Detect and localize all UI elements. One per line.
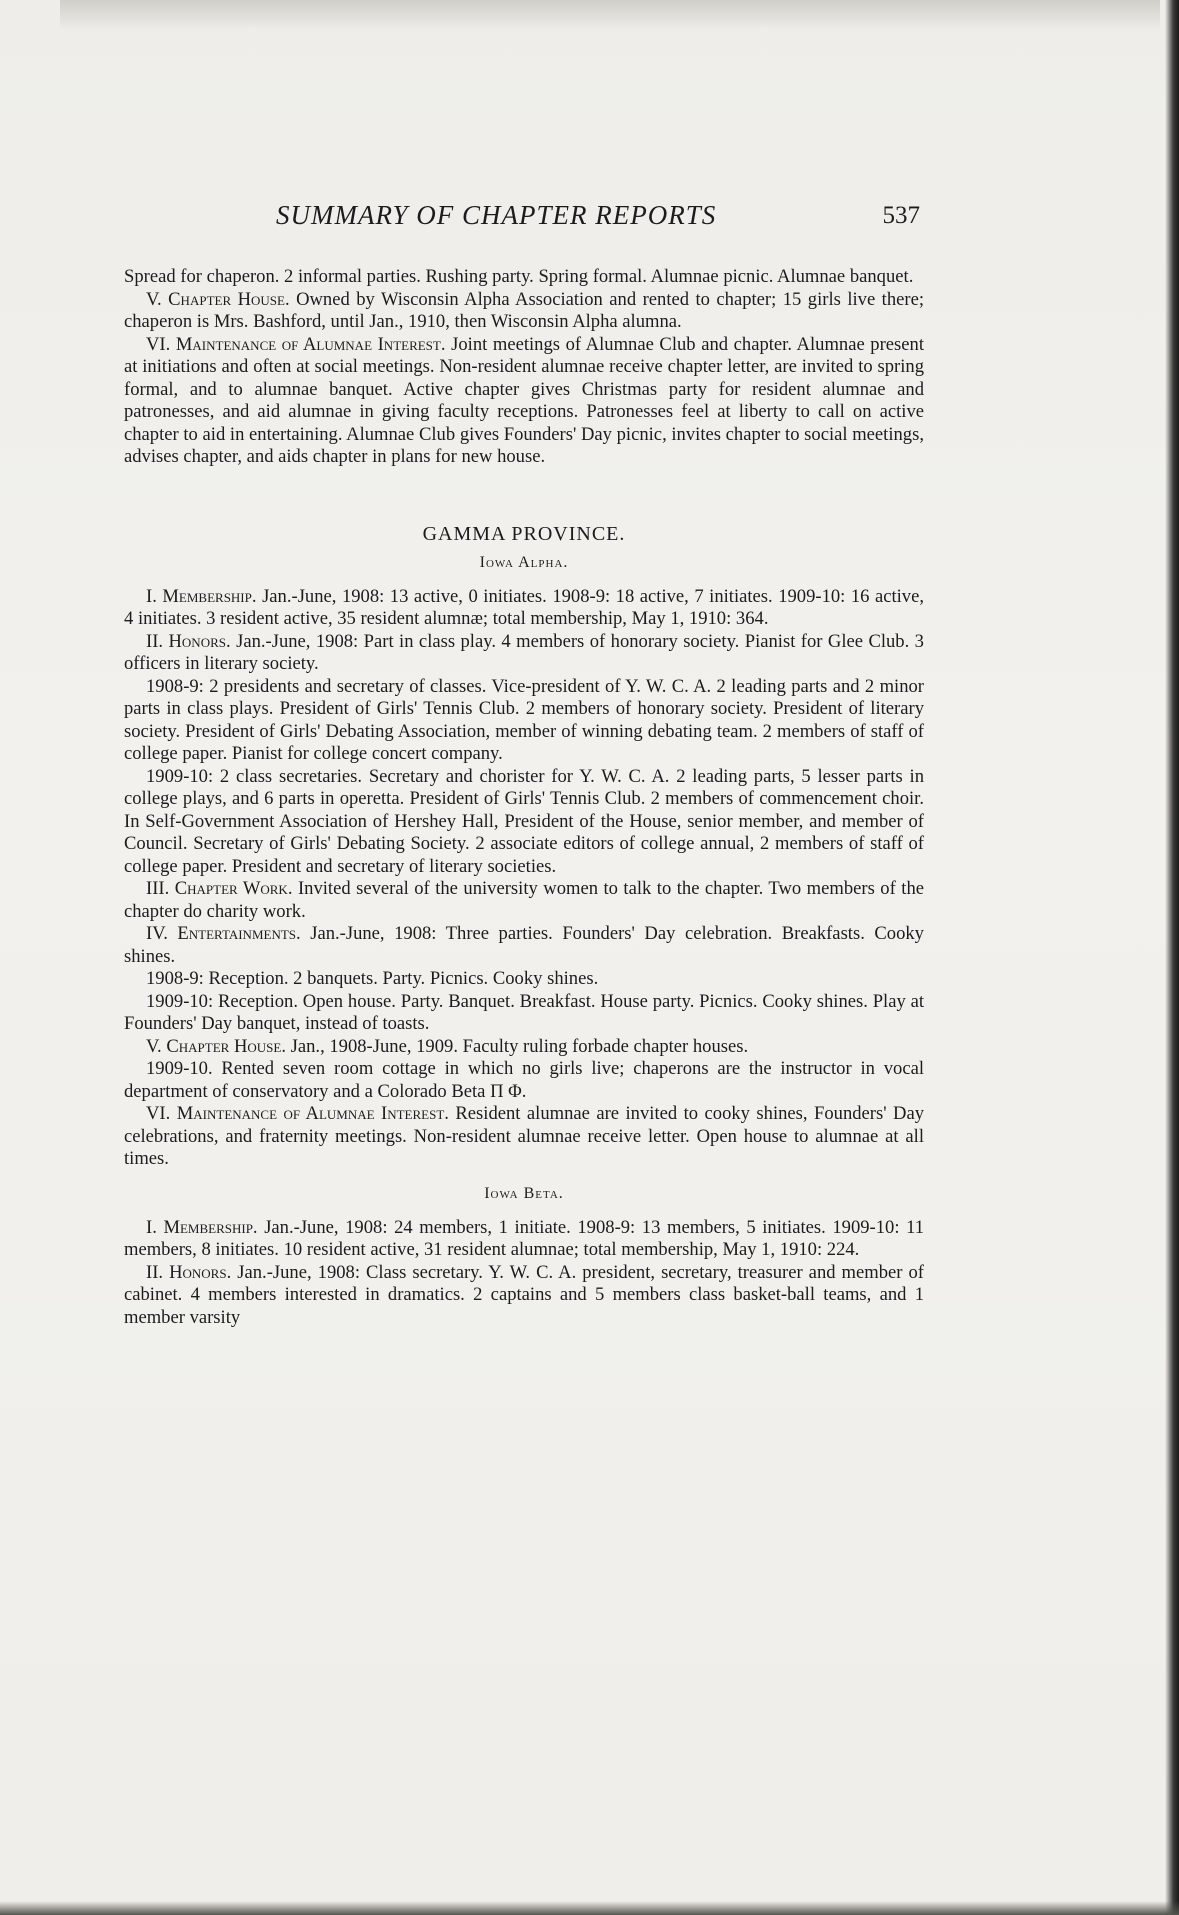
iowa-alpha-honors	[124, 631, 924, 676]
section-heading: Honors.	[169, 1261, 232, 1283]
section-heading: Honors.	[168, 630, 231, 652]
iowa-alpha-alumnae-interest	[124, 1103, 924, 1171]
section-text: Jan.-June, 1908: Three parties. Founders' Day celebration. Breakfasts. Cooky shines.	[124, 923, 924, 967]
section-number: IV.	[146, 923, 168, 944]
section-text: Jan.-June, 1908: Part in class play. 4 members of honorary society. Pianist for Glee Club. 3 officers in literary society.	[124, 630, 924, 674]
iowa-alpha-entertainments-1909-10: 1909-10: Reception. Open house. Party. Banquet. Breakfast. House party. Picnics. Cooky shines. Play at Founders' Day banquet, instead of toasts.	[124, 990, 924, 1034]
province-heading: GAMMA PROVINCE.	[422, 522, 626, 545]
section-number: III.	[146, 878, 170, 899]
page-edge-shadow-right	[1165, 0, 1179, 1915]
page-header	[124, 200, 924, 244]
iowa-beta-honors	[124, 1262, 924, 1330]
section-number: I.	[146, 585, 157, 607]
page-number: 537	[882, 202, 920, 229]
iowa-alpha-membership	[124, 586, 924, 631]
iowa-beta-membership	[124, 1217, 924, 1262]
section-number: I.	[146, 1216, 157, 1238]
section-text: Joint meetings of Alumnae Club and chapter. Alumnae present at initiations and often at social meetings. Non-resident alumnae receive chapter letter, are invited to spring formal, and to alumnae banquet. Active chapter gives Christmas party for resident alumnae and patronesses, and aid alumnae in giving faculty receptions. Patronesses feel at liberty to call on active chapter to aid in entertaining. Alumnae Club gives Founders' Day picnic, invites chapter to social meetings, advises chapter, and aids chapter in plans for new house.	[124, 333, 925, 467]
chapter-heading-iowa-alpha: Iowa Alpha.	[479, 553, 569, 571]
section-heading: Chapter House.	[168, 288, 290, 310]
section-text: Resident alumnae are invited to cooky shines, Founders' Day celebrations, and fraternity meetings. Non-resident alumnae receive letter. Open house to alumnae at all times.	[124, 1103, 925, 1169]
iowa-alpha-entertainments	[124, 923, 924, 968]
section-text: Owned by Wisconsin Alpha Association and rented to chapter; 15 girls live there; chaperon is Mrs. Bashford, until Jan., 1910, then Wisconsin Alpha alumna.	[124, 288, 924, 332]
section-heading: Chapter Work.	[174, 878, 293, 899]
section-number: VI.	[146, 1103, 171, 1124]
section-number: VI.	[146, 333, 171, 355]
section-heading: Membership.	[162, 585, 257, 607]
iowa-alpha-entertainments-1908-9: 1908-9: Reception. 2 banquets. Party. Picnics. Cooky shines.	[146, 968, 599, 989]
section-number: II.	[146, 630, 164, 652]
intro-paragraph-entertainments: Spread for chaperon. 2 informal parties. Rushing party. Spring formal. Alumnae picnic. Alumnae banquet.	[124, 266, 914, 287]
running-title: SUMMARY OF CHAPTER REPORTS	[276, 200, 717, 230]
section-text: Jan.-June, 1908: 13 active, 0 initiates. 1908-9: 18 active, 7 initiates. 1909-10: 16 active, 4 initiates. 3 resident active, 35 resident alumnæ; total membership, May 1, 1910: 364.	[124, 585, 925, 629]
chapter-heading-iowa-beta: Iowa Beta.	[484, 1184, 564, 1202]
page-content	[124, 200, 924, 1329]
section-heading: Chapter House.	[166, 1035, 286, 1057]
section-text: Jan., 1908-June, 1909. Faculty ruling forbade chapter houses.	[290, 1035, 749, 1057]
iowa-alpha-chapter-house	[124, 1036, 924, 1059]
section-text: Jan.-June, 1908: Class secretary. Y. W. C. A. president, secretary, treasurer and member of cabinet. 4 members interested in dramatics. 2 captains and 5 members class basket-ball teams, and 1 member varsity	[124, 1261, 924, 1328]
iowa-alpha-honors-1909-10: 1909-10: 2 class secretaries. Secretary and chorister for Y. W. C. A. 2 leading parts, 5 lesser parts in college plays, and 6 parts in operetta. President of Girls' Tennis Club. 2 members of commencement choir. In Self-Government Association of Hershey Hall, President of the House, senior member, and member of Council. Secretary of Girls' Debating Society. 2 associate editors of college annual, 2 members of staff of college paper. President and secretary of literary societies.	[124, 765, 924, 877]
section-text: Invited several of the university women to talk to the chapter. Two members of the chapter do charity work.	[124, 878, 924, 922]
section-number: V.	[146, 1035, 162, 1057]
intro-paragraph-chapter-house	[124, 289, 924, 334]
section-text: Jan.-June, 1908: 24 members, 1 initiate. 1908-9: 13 members, 5 initiates. 1909-10: 11 members, 8 initiates. 10 resident active, 31 resident alumnae; total membership, May 1, 1910: 224.	[124, 1216, 924, 1260]
page-edge-shadow-top	[60, 0, 1160, 30]
iowa-alpha-honors-1908-9: 1908-9: 2 presidents and secretary of classes. Vice-president of Y. W. C. A. 2 leading parts and 2 minor parts in class plays. President of Girls' Tennis Club. 2 members of honorary society. President of literary society. President of Girls' Debating Association, member of winning debating team. 2 members of staff of college paper. Pianist for college concert company.	[124, 675, 924, 764]
page-edge-shadow-bottom	[0, 1901, 1179, 1915]
section-number: II.	[146, 1261, 164, 1283]
iowa-alpha-chapter-house-1909-10: 1909-10. Rented seven room cottage in which no girls live; chaperons are the instructor in vocal department of conservatory and a Colorado Beta Π Φ.	[124, 1058, 924, 1102]
intro-paragraph-alumnae-interest	[124, 334, 924, 469]
section-heading: Membership.	[163, 1216, 258, 1238]
section-number: V.	[146, 288, 162, 310]
section-heading: Maintenance of Alumnae Interest.	[175, 333, 446, 355]
section-heading: Entertainments.	[177, 923, 301, 944]
iowa-alpha-chapter-work	[124, 878, 924, 923]
section-heading: Maintenance of Alumnae Interest.	[176, 1103, 449, 1124]
